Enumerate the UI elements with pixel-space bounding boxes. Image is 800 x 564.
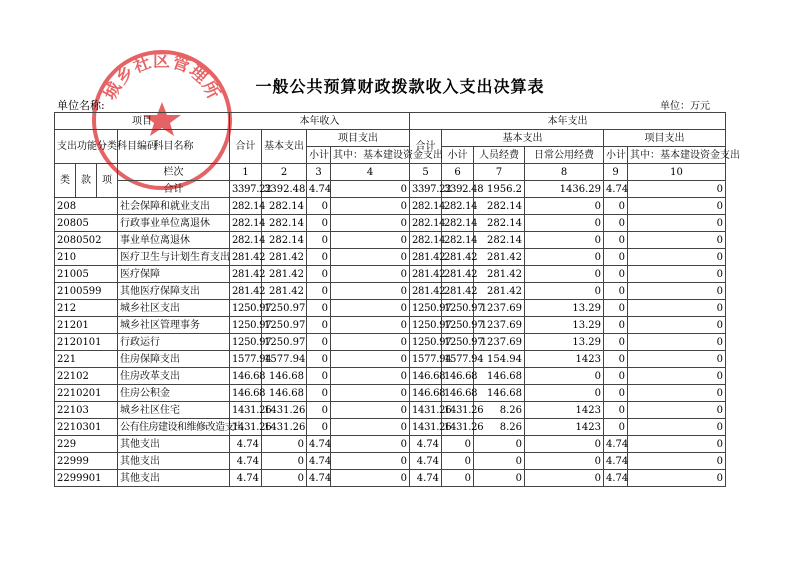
row-value: 282.14 <box>410 198 442 215</box>
row-code: 229 <box>55 436 118 453</box>
income-total-header: 合计 <box>230 130 262 164</box>
row-value: 0 <box>604 385 628 402</box>
row-value: 4.74 <box>410 470 442 487</box>
row-value: 1250.97 <box>262 334 307 351</box>
project-header: 项目 <box>55 113 230 130</box>
row-value: 0 <box>307 385 331 402</box>
row-value: 1237.69 <box>474 300 525 317</box>
row-code: 208 <box>55 198 118 215</box>
row-value: 0 <box>331 283 410 300</box>
table-header <box>55 113 740 198</box>
expense-total-header: 合计 <box>410 130 442 164</box>
row-value: 0 <box>331 215 410 232</box>
row-value: 0 <box>604 283 628 300</box>
row-value: 146.68 <box>474 368 525 385</box>
row-name: 城乡社区住宅 <box>118 402 230 419</box>
row-value: 0 <box>331 419 410 436</box>
row-name: 事业单位离退休 <box>118 232 230 249</box>
row-value: 0 <box>628 351 726 368</box>
func-code-header: 支出功能分类科目编码 <box>55 130 118 164</box>
row-value: 0 <box>307 266 331 283</box>
total-cell: 3397.22 <box>230 181 262 198</box>
personnel-header: 人员经费 <box>474 147 525 164</box>
row-value: 282.14 <box>262 198 307 215</box>
row-value: 0 <box>604 232 628 249</box>
row-value: 1431.26 <box>230 402 262 419</box>
row-value: 1431.26 <box>230 419 262 436</box>
row-value: 4.74 <box>410 453 442 470</box>
row-code: 21201 <box>55 317 118 334</box>
col-num: 8 <box>525 164 604 181</box>
table-row <box>55 232 726 249</box>
table-row <box>55 351 726 368</box>
row-value: 281.42 <box>262 249 307 266</box>
row-value: 0 <box>442 470 474 487</box>
row-value: 0 <box>628 232 726 249</box>
total-cell: 1956.2 <box>474 181 525 198</box>
row-name: 行政运行 <box>118 334 230 351</box>
row-value: 282.14 <box>474 198 525 215</box>
row-value: 0 <box>474 436 525 453</box>
row-value: 0 <box>525 266 604 283</box>
row-value: 0 <box>525 436 604 453</box>
row-value: 0 <box>628 266 726 283</box>
row-value: 0 <box>307 402 331 419</box>
row-code: 2210301 <box>55 419 118 436</box>
row-value: 0 <box>525 249 604 266</box>
row-value: 0 <box>307 300 331 317</box>
row-value: 0 <box>331 470 410 487</box>
row-value: 0 <box>331 300 410 317</box>
table-row <box>55 198 726 215</box>
row-value: 281.42 <box>230 283 262 300</box>
row-value: 0 <box>525 232 604 249</box>
row-value: 281.42 <box>410 249 442 266</box>
row-value: 282.14 <box>442 198 474 215</box>
row-code: 2299901 <box>55 470 118 487</box>
row-value: 146.68 <box>442 368 474 385</box>
row-value: 0 <box>331 351 410 368</box>
total-cell: 0 <box>628 181 726 198</box>
row-value: 281.42 <box>410 266 442 283</box>
row-value: 0 <box>525 215 604 232</box>
row-value: 1250.97 <box>410 334 442 351</box>
row-value: 1250.97 <box>442 300 474 317</box>
row-value: 4.74 <box>230 436 262 453</box>
row-value: 1237.69 <box>474 317 525 334</box>
row-value: 146.68 <box>262 368 307 385</box>
col-num: 5 <box>410 164 442 181</box>
income-basic-header: 基本支出 <box>262 130 307 164</box>
col-num: 4 <box>331 164 410 181</box>
row-value: 1431.26 <box>442 402 474 419</box>
row-name: 住房保障支出 <box>118 351 230 368</box>
row-value: 0 <box>628 283 726 300</box>
expense-basic-subtotal-header: 小计 <box>442 147 474 164</box>
row-value: 1423 <box>525 402 604 419</box>
row-value: 8.26 <box>474 419 525 436</box>
table-row <box>55 266 726 283</box>
row-value: 1423 <box>525 351 604 368</box>
row-value: 0 <box>628 436 726 453</box>
row-value: 0 <box>331 317 410 334</box>
row-value: 4.74 <box>604 470 628 487</box>
row-code: 20805 <box>55 215 118 232</box>
row-name: 行政事业单位离退休 <box>118 215 230 232</box>
row-value: 0 <box>604 402 628 419</box>
row-value: 0 <box>628 198 726 215</box>
row-value: 1577.94 <box>410 351 442 368</box>
expense-project-header: 项目支出 <box>604 130 726 147</box>
row-value: 4.74 <box>604 453 628 470</box>
total-cell: 4.74 <box>307 181 331 198</box>
row-value: 281.42 <box>442 266 474 283</box>
row-code: 210 <box>55 249 118 266</box>
row-value: 146.68 <box>474 385 525 402</box>
row-value: 0 <box>604 215 628 232</box>
row-code: 221 <box>55 351 118 368</box>
row-value: 1250.97 <box>230 317 262 334</box>
row-value: 0 <box>628 300 726 317</box>
row-value: 146.68 <box>410 385 442 402</box>
row-value: 282.14 <box>442 232 474 249</box>
row-value: 146.68 <box>230 368 262 385</box>
row-value: 0 <box>604 334 628 351</box>
row-value: 1250.97 <box>442 334 474 351</box>
row-name: 其他支出 <box>118 436 230 453</box>
table-row <box>55 385 726 402</box>
col-num: 1 <box>230 164 262 181</box>
row-value: 0 <box>442 453 474 470</box>
row-value: 281.42 <box>474 283 525 300</box>
row-value: 0 <box>331 198 410 215</box>
row-value: 4.74 <box>230 453 262 470</box>
currency-unit-label: 单位：万元 <box>660 101 710 112</box>
row-value: 282.14 <box>262 232 307 249</box>
row-value: 0 <box>604 198 628 215</box>
row-value: 281.42 <box>442 249 474 266</box>
row-name: 医疗保障 <box>118 266 230 283</box>
row-value: 4.74 <box>410 436 442 453</box>
row-value: 4.74 <box>604 436 628 453</box>
row-value: 281.42 <box>410 283 442 300</box>
row-value: 0 <box>474 453 525 470</box>
row-value: 0 <box>262 470 307 487</box>
row-value: 0 <box>604 368 628 385</box>
row-value: 281.42 <box>262 266 307 283</box>
row-value: 0 <box>307 249 331 266</box>
row-code: 22103 <box>55 402 118 419</box>
column-index-label: 栏次 <box>118 164 230 181</box>
row-value: 0 <box>525 368 604 385</box>
row-value: 282.14 <box>442 215 474 232</box>
row-value: 0 <box>628 470 726 487</box>
table-row <box>55 215 726 232</box>
row-value: 1431.26 <box>262 402 307 419</box>
row-value: 13.29 <box>525 300 604 317</box>
xiang-header: 项 <box>97 164 118 198</box>
row-value: 0 <box>331 385 410 402</box>
row-name: 其他支出 <box>118 453 230 470</box>
row-value: 0 <box>474 470 525 487</box>
row-value: 1431.26 <box>262 419 307 436</box>
row-value: 0 <box>331 249 410 266</box>
income-subtotal-header: 小计 <box>307 147 331 164</box>
kuan-header: 款 <box>76 164 97 198</box>
row-value: 281.42 <box>474 266 525 283</box>
row-value: 4.74 <box>307 436 331 453</box>
row-value: 0 <box>628 334 726 351</box>
row-value: 281.42 <box>230 266 262 283</box>
row-value: 0 <box>331 453 410 470</box>
row-value: 1577.94 <box>442 351 474 368</box>
col-num: 9 <box>604 164 628 181</box>
table-row <box>55 334 726 351</box>
row-value: 282.14 <box>410 215 442 232</box>
row-value: 0 <box>628 215 726 232</box>
expense-basic-header: 基本支出 <box>442 130 604 147</box>
row-value: 281.42 <box>474 249 525 266</box>
row-code: 2120101 <box>55 334 118 351</box>
row-value: 0 <box>307 334 331 351</box>
row-value: 4.74 <box>307 470 331 487</box>
row-value: 1250.97 <box>262 300 307 317</box>
col-num: 6 <box>442 164 474 181</box>
row-value: 1431.26 <box>410 419 442 436</box>
row-value: 1431.26 <box>410 402 442 419</box>
row-name: 城乡社区支出 <box>118 300 230 317</box>
row-value: 4.74 <box>230 470 262 487</box>
row-value: 146.68 <box>230 385 262 402</box>
row-name: 其他支出 <box>118 470 230 487</box>
col-num: 3 <box>307 164 331 181</box>
row-value: 4.74 <box>307 453 331 470</box>
row-name: 社会保障和就业支出 <box>118 198 230 215</box>
row-code: 22102 <box>55 368 118 385</box>
total-cell: 3397.22 <box>410 181 442 198</box>
row-value: 0 <box>262 453 307 470</box>
income-project-header: 项目支出 <box>307 130 410 147</box>
page-title: 一般公共预算财政拨款收入支出决算表 <box>255 77 545 96</box>
row-value: 1250.97 <box>442 317 474 334</box>
row-value: 0 <box>525 470 604 487</box>
expense-capital-header: 其中：基本建设资金支出 <box>628 147 726 164</box>
row-value: 146.68 <box>410 368 442 385</box>
budget-table <box>54 112 740 487</box>
row-value: 0 <box>331 266 410 283</box>
row-value: 282.14 <box>410 232 442 249</box>
row-value: 1577.94 <box>262 351 307 368</box>
row-value: 0 <box>628 402 726 419</box>
table-row <box>55 317 726 334</box>
row-name: 其他医疗保障支出 <box>118 283 230 300</box>
total-cell: 0 <box>331 181 410 198</box>
row-name: 住房公积金 <box>118 385 230 402</box>
row-code: 2100599 <box>55 283 118 300</box>
row-value: 281.42 <box>262 283 307 300</box>
row-value: 0 <box>604 317 628 334</box>
table-row <box>55 436 726 453</box>
row-value: 0 <box>331 232 410 249</box>
row-value: 0 <box>628 453 726 470</box>
row-value: 0 <box>628 368 726 385</box>
table-row <box>55 419 726 436</box>
row-name: 医疗卫生与计划生育支出 <box>118 249 230 266</box>
row-code: 2210201 <box>55 385 118 402</box>
col-num: 2 <box>262 164 307 181</box>
unit-name-label: 单位名称: <box>57 99 105 112</box>
row-value: 282.14 <box>230 215 262 232</box>
row-value: 0 <box>604 419 628 436</box>
row-value: 0 <box>525 283 604 300</box>
table-row <box>55 249 726 266</box>
row-value: 0 <box>307 198 331 215</box>
row-value: 282.14 <box>230 198 262 215</box>
row-value: 0 <box>307 351 331 368</box>
row-code: 22999 <box>55 453 118 470</box>
row-code: 2080502 <box>55 232 118 249</box>
row-value: 0 <box>307 232 331 249</box>
table-row <box>55 402 726 419</box>
row-value: 0 <box>331 368 410 385</box>
income-capital-header: 其中：基本建设资金支出 <box>331 147 410 164</box>
col-num: 10 <box>628 164 726 181</box>
row-code: 21005 <box>55 266 118 283</box>
row-value: 1250.97 <box>410 317 442 334</box>
row-value: 0 <box>307 317 331 334</box>
subject-name-header: 科目名称 <box>118 130 230 164</box>
row-value: 0 <box>307 215 331 232</box>
row-name: 住房改革支出 <box>118 368 230 385</box>
table-row <box>55 283 726 300</box>
row-value: 0 <box>604 266 628 283</box>
row-value: 146.68 <box>442 385 474 402</box>
income-year-header: 本年收入 <box>230 113 410 130</box>
row-value: 0 <box>262 436 307 453</box>
table-row <box>55 470 726 487</box>
row-value: 282.14 <box>262 215 307 232</box>
sum-label: 合计 <box>118 181 230 198</box>
table-body <box>55 198 726 487</box>
row-value: 1250.97 <box>230 300 262 317</box>
row-value: 0 <box>525 385 604 402</box>
row-value: 0 <box>331 436 410 453</box>
table-row <box>55 300 726 317</box>
row-value: 0 <box>307 283 331 300</box>
row-value: 0 <box>628 317 726 334</box>
row-value: 8.26 <box>474 402 525 419</box>
row-value: 0 <box>628 385 726 402</box>
row-value: 146.68 <box>262 385 307 402</box>
total-cell: 3392.48 <box>442 181 474 198</box>
row-value: 282.14 <box>230 232 262 249</box>
row-value: 0 <box>331 402 410 419</box>
row-value: 13.29 <box>525 317 604 334</box>
lei-header: 类 <box>55 164 76 198</box>
row-value: 13.29 <box>525 334 604 351</box>
row-value: 1423 <box>525 419 604 436</box>
row-value: 0 <box>604 351 628 368</box>
row-value: 0 <box>525 453 604 470</box>
total-cell: 1436.29 <box>525 181 604 198</box>
seal-text: 城乡社区管理所 <box>100 51 224 104</box>
total-cell: 4.74 <box>604 181 628 198</box>
row-value: 281.42 <box>442 283 474 300</box>
row-value: 282.14 <box>474 232 525 249</box>
row-value: 1577.94 <box>230 351 262 368</box>
row-code: 212 <box>55 300 118 317</box>
row-value: 0 <box>525 198 604 215</box>
row-value: 0 <box>604 249 628 266</box>
row-value: 0 <box>442 436 474 453</box>
row-value: 282.14 <box>474 215 525 232</box>
col-num: 7 <box>474 164 525 181</box>
row-value: 1250.97 <box>410 300 442 317</box>
row-value: 0 <box>307 368 331 385</box>
row-value: 281.42 <box>230 249 262 266</box>
row-value: 0 <box>307 419 331 436</box>
row-value: 0 <box>604 300 628 317</box>
row-value: 0 <box>628 419 726 436</box>
expense-year-header: 本年支出 <box>410 113 726 130</box>
row-name: 城乡社区管理事务 <box>118 317 230 334</box>
total-cell: 3392.48 <box>262 181 307 198</box>
row-value: 1431.26 <box>442 419 474 436</box>
expense-project-subtotal-header: 小计 <box>604 147 628 164</box>
total-row <box>55 181 726 198</box>
row-value: 0 <box>628 249 726 266</box>
row-value: 0 <box>331 334 410 351</box>
row-value: 1250.97 <box>262 317 307 334</box>
row-value: 1250.97 <box>230 334 262 351</box>
daily-public-header: 日常公用经费 <box>525 147 604 164</box>
row-value: 154.94 <box>474 351 525 368</box>
row-value: 1237.69 <box>474 334 525 351</box>
table-row <box>55 453 726 470</box>
table-row <box>55 368 726 385</box>
row-name: 公有住房建设和维修改造支出 <box>118 419 230 436</box>
